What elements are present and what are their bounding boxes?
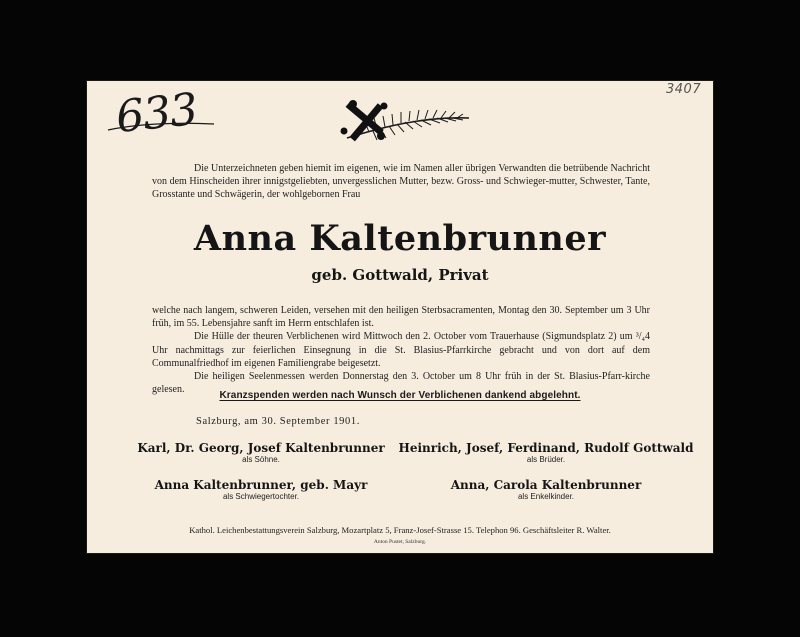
signatory-sons: [126, 441, 396, 464]
signatory-relation: als Söhne.: [242, 455, 280, 464]
signatory-relation: als Schwiegertochter.: [222, 492, 300, 501]
signatory-brothers: [386, 441, 706, 464]
printer-imprint: Anton Pustet, Salzburg.: [373, 539, 427, 545]
cross-with-palm-frond-icon: [329, 98, 479, 146]
signatory-names: Anna Kaltenbrunner, geb. Mayr: [154, 478, 368, 492]
footer-undertaker: Kathol. Leichenbestattungsverein Salzburg, Mozartplatz 5, Franz-Josef-Strasse 15. Telephon 96. Geschäftsleiter R. Walter.: [189, 525, 611, 535]
archive-number: 3407: [666, 82, 702, 97]
deceased-subname: geb. Gottwald, Privat: [311, 266, 489, 284]
intro-paragraph: Die Unterzeichneten geben hiemit im eigenen, wie im Namen aller übrigen Verwandten die betrübende Nachricht von dem Hinscheiden ihrer innigstgeliebten, unvergesslichen Mutter, bezw. Gross- und Schwieger-mutter, Schwester, Tante, Grosstante und Schwägerin, der wohlgebornen Frau: [152, 163, 650, 201]
obituary-card: [86, 80, 714, 554]
signatory-relation: als Brüder.: [526, 455, 566, 464]
signatory-daughter-in-law: [126, 478, 396, 501]
handwritten-underline: [106, 120, 216, 134]
body-paragraph-death: welche nach langem, schweren Leiden, versehen mit den heiligen Sterbsacramenten, Montag den 30. September um 3 Uhr früh, im 55. Lebensjahre sanft im Herrn entschlafen ist.: [152, 305, 650, 330]
signatory-grandchildren: [386, 478, 706, 501]
dateline: Salzburg, am 30. September 1901.: [196, 416, 360, 427]
signatory-names: Karl, Dr. Georg, Josef Kaltenbrunner: [137, 441, 385, 455]
signatory-names: Anna, Carola Kaltenbrunner: [450, 478, 642, 492]
signatory-relation: als Enkelkinder.: [517, 492, 575, 501]
handwritten-number: 633: [113, 83, 200, 144]
signatory-names: Heinrich, Josef, Ferdinand, Rudolf Gottwald: [398, 441, 694, 455]
body-paragraph-masses: Die heiligen Seelenmessen werden Donnerstag den 3. October um 8 Uhr früh in der St. Blasius-Pfarr-kirche gelesen.: [152, 371, 650, 396]
body-text: [152, 304, 650, 396]
flowers-note: Kranzspenden werden nach Wunsch der Verblichenen dankend abgelehnt.: [219, 390, 581, 401]
deceased-name: Anna Kaltenbrunner: [193, 218, 607, 259]
body-paragraph-burial: Die Hülle der theuren Verblichenen wird Mittwoch den 2. October vom Trauerhause (Sigmundsplatz 2) um ³/₄4 Uhr nachmittags zur feierlichen Einsegnung in die St. Blasius-Pfarrkirche gebracht und von dort auf dem Communalfriedhof im eigenen Familiengrabe beigesetzt.: [152, 331, 650, 369]
